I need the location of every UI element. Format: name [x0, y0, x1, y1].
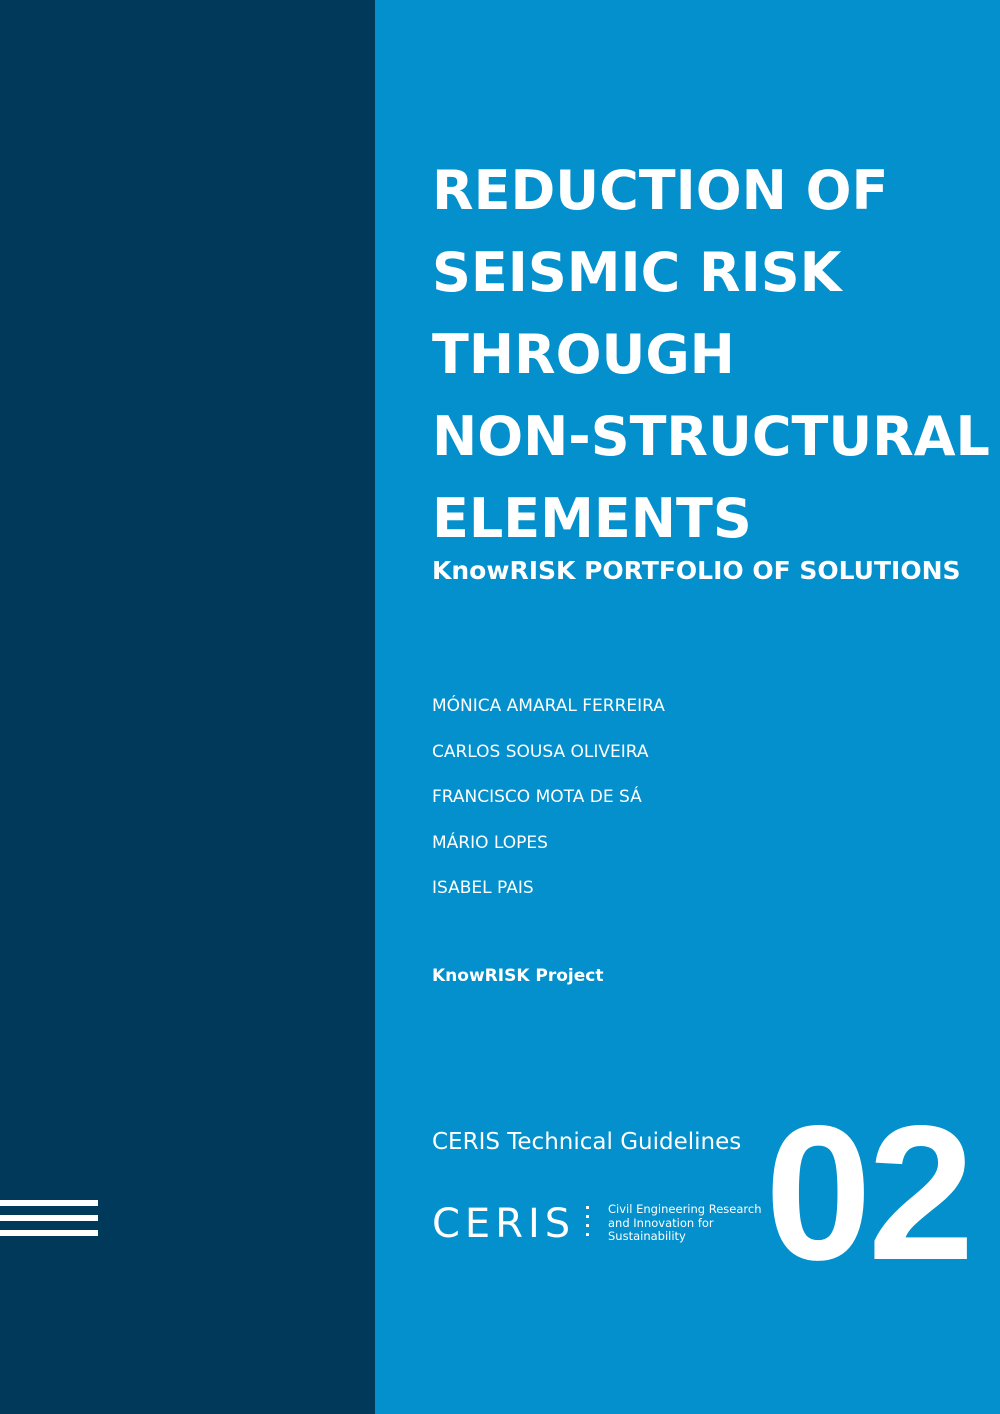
stripe-decoration: [0, 1200, 98, 1245]
author-name: CARLOS SOUSA OLIVEIRA: [432, 741, 649, 762]
cover-title: [432, 150, 992, 560]
stripe: [0, 1230, 98, 1236]
ceris-logo: [432, 1200, 772, 1250]
logo-description-line: Sustainability: [608, 1229, 686, 1243]
author-name: MÁRIO LOPES: [432, 832, 548, 853]
title-line: THROUGH: [432, 323, 735, 386]
right-panel: [375, 0, 1000, 1414]
author-list: [432, 694, 665, 922]
author-name: MÓNICA AMARAL FERREIRA: [432, 696, 665, 716]
logo-wordmark: CERIS: [432, 1201, 576, 1247]
title-line: SEISMIC RISK: [432, 241, 842, 304]
cover-subtitle: KnowRISK PORTFOLIO OF SOLUTIONS: [432, 556, 961, 585]
stripe: [0, 1200, 98, 1206]
author-name: ISABEL PAIS: [432, 878, 534, 898]
left-panel: [0, 0, 375, 1414]
logo-description: [608, 1203, 761, 1244]
logo-description-line: Civil Engineering Research: [608, 1202, 762, 1216]
logo-separator-dots: [586, 1206, 589, 1242]
logo-description-line: and Innovation for: [608, 1215, 714, 1230]
title-line: ELEMENTS: [432, 487, 752, 550]
series-number: 02: [765, 1085, 971, 1300]
title-line: REDUCTION OF: [432, 159, 889, 222]
series-title: CERIS Technical Guidelines: [432, 1129, 742, 1155]
title-line: NON-STRUCTURAL: [432, 405, 990, 468]
author-name: FRANCISCO MOTA DE SÁ: [432, 787, 642, 807]
stripe: [0, 1215, 98, 1221]
project-name: KnowRISK Project: [432, 966, 604, 986]
